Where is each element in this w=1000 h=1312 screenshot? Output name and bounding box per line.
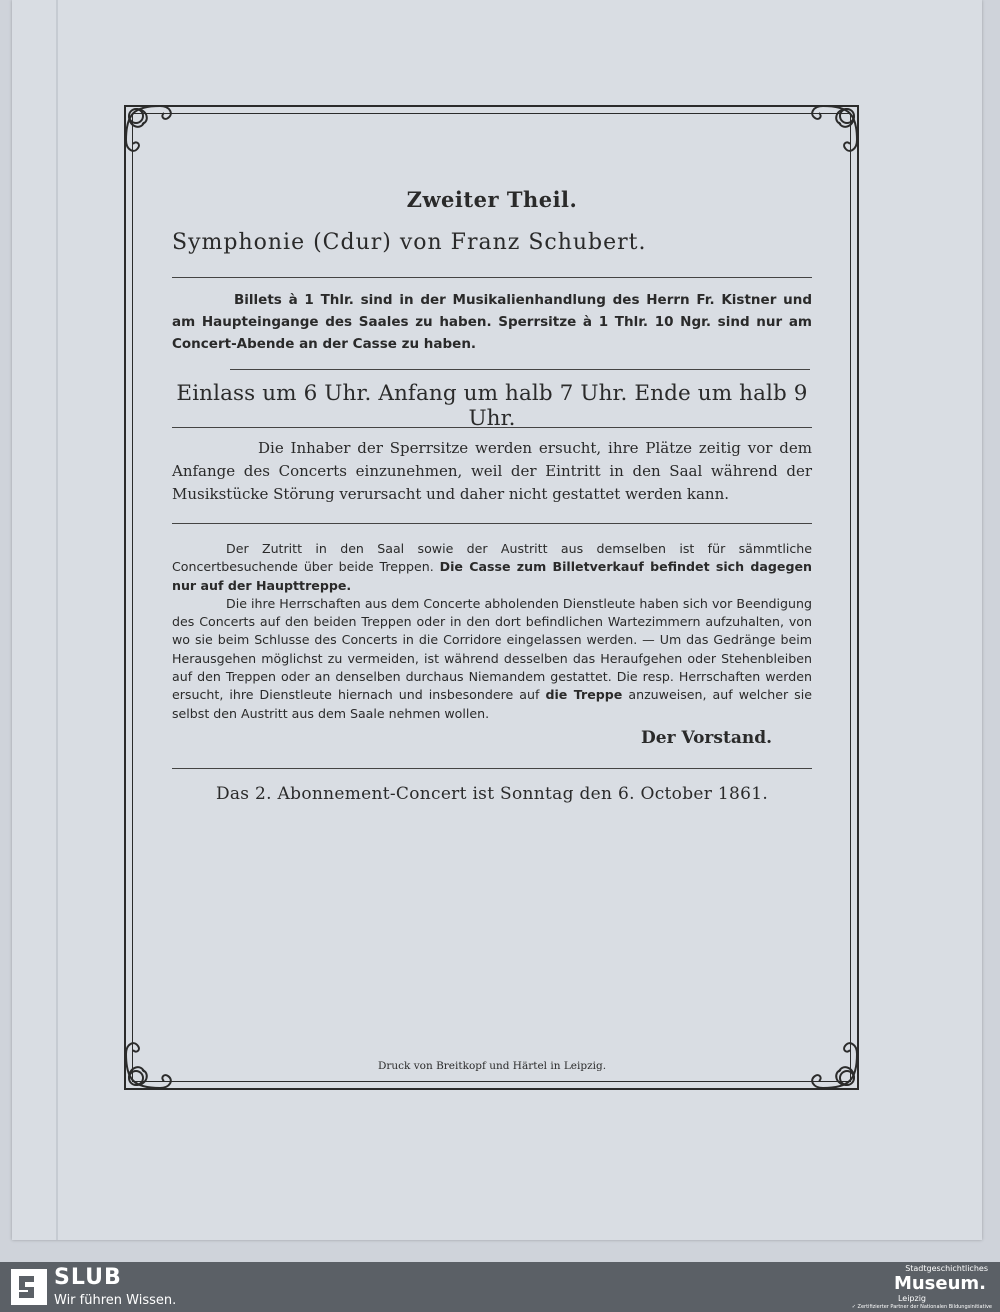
section-heading: Zweiter Theil. [406,187,578,212]
museum-city: Leipzig [897,1294,926,1303]
viewer-footer [0,1262,1000,1312]
museum-logo[interactable]: Museum. [893,1273,986,1294]
slub-name[interactable]: SLUB [54,1265,122,1290]
notice2-emphasis: die Treppe [545,687,623,703]
divider [172,523,812,524]
fold-line [56,0,58,1240]
divider [172,277,812,278]
slub-tagline: Wir führen Wissen. [54,1293,177,1308]
museum-certificate: ✓ Zertifizierter Partner der Nationalen Bildungsinitiative [851,1304,992,1310]
slub-logo-icon[interactable] [10,1268,48,1306]
ticket-info: Billets à 1 Thlr. sind in der Musikalienhandlung des Herrn Fr. Kistner und am Haupteingange des Saales zu haben. Sperrsitze à 1 Thlr. 10 Ngr. sind nur am Concert-Abende an der Casse zu haben. [172,292,812,352]
divider [172,427,812,428]
notice1-emphasis: Die Casse zum Billetverkauf befindet sich dagegen nur auf der Haupttreppe. [172,559,812,593]
corner-ornament-icon [120,100,184,164]
signature: Der Vorstand. [641,728,772,748]
notice2-text: Die ihre Herrschaften aus dem Concerte abholenden Dienstleute haben sich vor Beendigung des Concerts auf den beiden Treppen oder in den dort befindlichen Wartezimmern aufzuhalten, von wo sie beim Schlusse des Concerts in die Corridore eingelassen werden. — Um das Gedränge beim Herausgehen möglichst zu vermeiden, ist während desselben das Heraufgehen oder Stehenbleiben auf den Treppen oder an denselben durchaus Niemandem gestattet. Die resp. Herrschaften werden ersucht, ihre Dienstleute hiernach und insbesondere auf [172,595,812,703]
notice-paragraph-1 [172,540,812,595]
access-notice [172,540,812,723]
divider [172,768,812,769]
corner-ornament-icon [799,100,863,164]
schedule-times: Einlass um 6 Uhr. Anfang um halb 7 Uhr. Ende um halb 9 Uhr. [176,381,808,431]
divider [230,369,810,370]
notice-paragraph-2 [172,595,812,723]
seating-notice: Die Inhaber der Sperrsitze werden ersucht, ihre Plätze zeitig vor dem Anfange des Concerts einzunehmen, weil der Eintritt in den Saal während der Musikstücke Störung verursacht und daher nicht gestattet werden kann. [172,439,812,503]
museum-label-top: Stadtgeschichtliches [905,1264,988,1273]
notice1-text: Der Zutritt in den Saal sowie der Austritt aus demselben ist für sämmtliche Concertbesuchende über beide Treppen. [172,541,812,575]
next-concert-announcement: Das 2. Abonnement-Concert ist Sonntag den 6. October 1861. [215,784,769,804]
notice2-text-end: anzuweisen, auf welcher sie selbst den Austritt aus dem Saale nehmen wollen. [172,687,812,721]
printer-imprint: Druck von Breitkopf und Härtel in Leipzig. [377,1060,607,1072]
program-item: Symphonie (Cdur) von Franz Schubert. [172,230,647,255]
